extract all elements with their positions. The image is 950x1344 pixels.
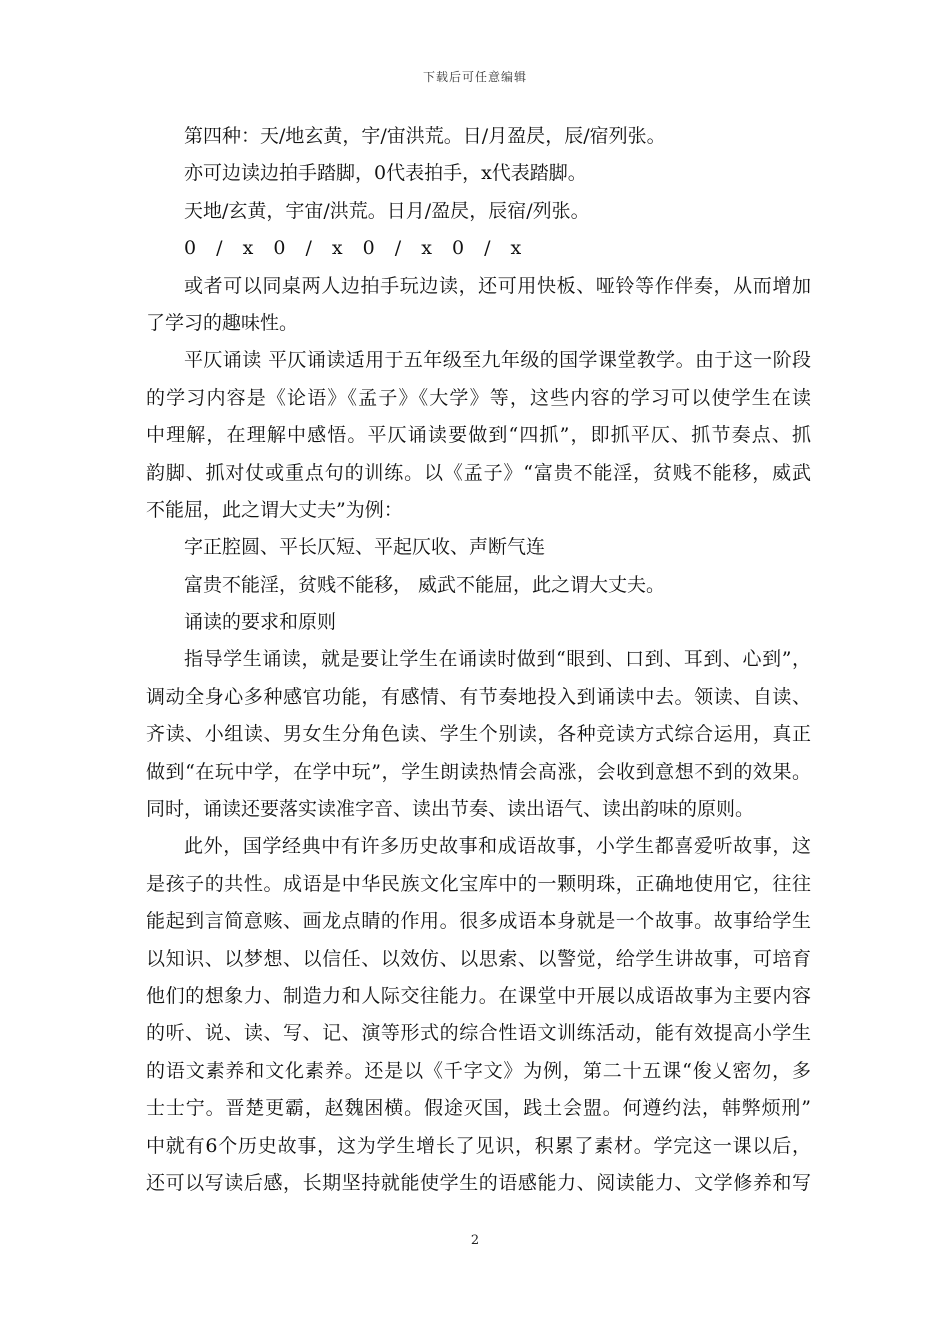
body-line: 此外，国学经典中有许多历史故事和成语故事，小学生都喜爱听故事，这 xyxy=(184,835,811,858)
body-line: 齐读、小组读、男女生分角色读、学生个别读，各种竞读方式综合运用，真正 xyxy=(146,723,811,746)
body-line: 字正腔圆、平长仄短、平起仄收、声断气连 xyxy=(184,536,546,559)
body-line: 不能屈，此之谓大丈夫”为例： xyxy=(146,498,403,521)
body-line: 中理解，在理解中感悟。平仄诵读要做到“四抓”，即抓平仄、抓节奏点、抓 xyxy=(146,424,811,447)
body-line: 平仄诵读 平仄诵读适用于五年级至九年级的国学课堂教学。由于这一阶段 xyxy=(184,349,811,372)
body-line: 富贵不能淫，贫贱不能移， 威武不能屈，此之谓大丈夫。 xyxy=(184,573,666,596)
body-line: 的听、说、读、写、记、演等形式的综合性语文训练活动，能有效提高小学生 xyxy=(146,1022,811,1045)
body-line: 天地/玄黄，宇宙/洪荒。日月/盈昃，辰宿/列张。 xyxy=(184,199,590,222)
section-heading: 诵读的要求和原则 xyxy=(184,611,337,634)
body-line: 士士宁。晋楚更霸，赵魏困横。假途灭国，践土会盟。何遵约法，韩弊烦刑” xyxy=(146,1097,811,1120)
body-line: 的学习内容是《论语》《孟子》《大学》等，这些内容的学习可以使学生在读 xyxy=(146,386,811,409)
body-line: 以知识、以梦想、以信任、以效仿、以思索、以警觉，给学生讲故事，可培育 xyxy=(146,947,811,970)
body-line: 了学习的趣味性。 xyxy=(146,311,299,334)
body-line: 还可以写读后感，长期坚持就能使学生的语感能力、阅读能力、文学修养和写 xyxy=(146,1171,811,1194)
rhythm-notation-line: 0 / x 0 / x 0 / x 0 / x xyxy=(184,237,524,260)
body-line: 能起到言简意赅、画龙点睛的作用。很多成语本身就是一个故事。故事给学生 xyxy=(146,910,811,933)
body-line: 是孩子的共性。成语是中华民族文化宝库中的一颗明珠，正确地使用它，往往 xyxy=(146,872,811,895)
document-body xyxy=(146,118,811,1202)
body-line: 他们的想象力、制造力和人际交往能力。在课堂中开展以成语故事为主要内容 xyxy=(146,984,811,1007)
body-line: 的语文素养和文化素养。还是以《千字文》为例，第二十五课“俊乂密勿，多 xyxy=(146,1059,811,1082)
body-line: 做到“在玩中学，在学中玩”，学生朗读热情会高涨，会收到意想不到的效果。 xyxy=(146,760,811,783)
body-line: 韵脚、抓对仗或重点句的训练。以《孟子》“富贵不能淫，贫贱不能移，威武 xyxy=(146,461,811,484)
body-line: 调动全身心多种感官功能，有感情、有节奏地投入到诵读中去。领读、自读、 xyxy=(146,685,811,708)
body-line: 中就有6个历史故事，这为学生增长了见识，积累了素材。学完这一课以后， xyxy=(146,1134,811,1157)
body-line: 第四种：天/地玄黄，宇/宙洪荒。日/月盈昃，辰/宿列张。 xyxy=(184,125,666,147)
body-line: 或者可以同桌两人边拍手玩边读，还可用快板、哑铃等作伴奏，从而增加 xyxy=(184,274,811,297)
body-line: 同时，诵读还要落实读准字音、读出节奏、读出语气、读出韵味的原则。 xyxy=(146,798,755,821)
body-line: 指导学生诵读，就是要让学生在诵读时做到“眼到、口到、耳到、心到”， xyxy=(184,648,811,671)
body-line: 亦可边读边拍手踏脚，0代表拍手，x代表踏脚。 xyxy=(184,162,587,185)
page-header: 下载后可任意编辑 xyxy=(422,70,527,84)
page-number: 2 xyxy=(470,1233,480,1248)
